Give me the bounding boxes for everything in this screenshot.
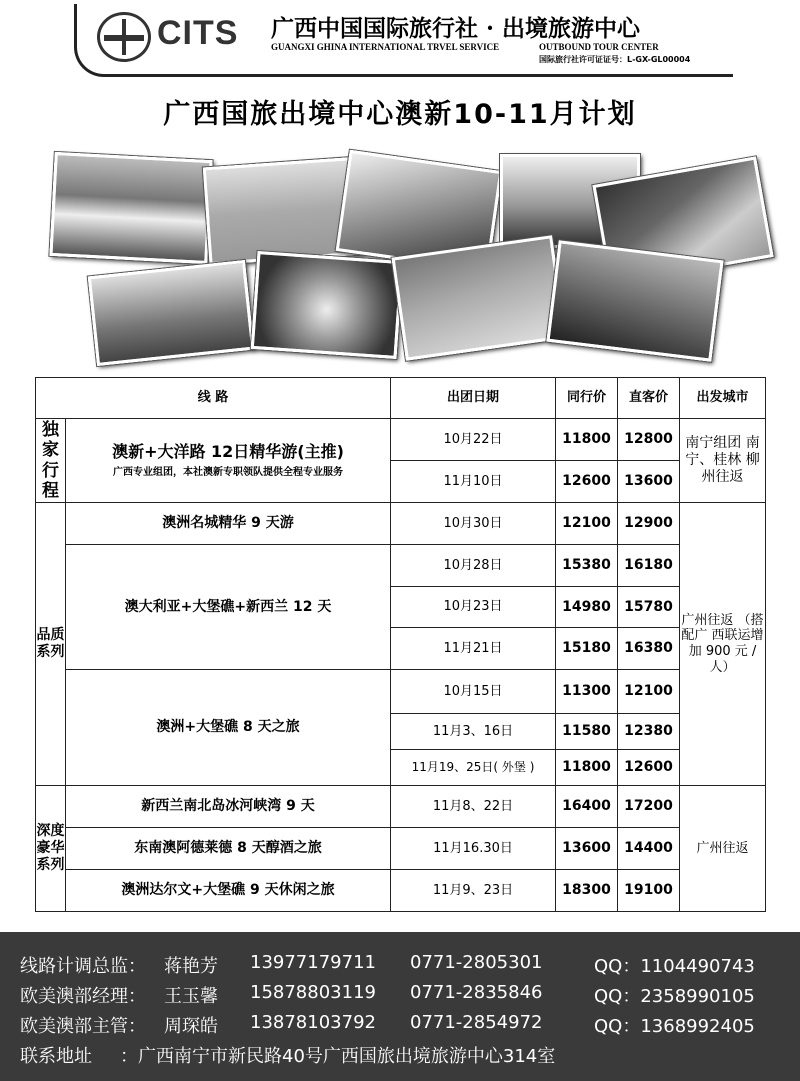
- table-row: [36, 419, 766, 461]
- contact-role: 欧美澳部经理：: [20, 986, 146, 1007]
- date-cell: 11月19、25日( 外堡 ): [391, 750, 556, 786]
- date-cell: 11月8、22日: [391, 786, 556, 828]
- group-label: 独家行程: [36, 419, 66, 503]
- contact-qq: QQ：1368992405: [594, 1016, 755, 1037]
- header-departure-city: 出发城市: [680, 378, 766, 419]
- contact-role: 线路计调总监：: [20, 956, 146, 977]
- table-row: [36, 503, 766, 545]
- contact-mobile: 13878103792: [250, 1012, 376, 1033]
- peer-price-cell: 16400: [556, 786, 618, 828]
- retail-price-cell: 13600: [618, 461, 680, 503]
- contact-phone: 0771-2854972: [410, 1012, 543, 1033]
- contact-phone: 0771-2805301: [410, 952, 543, 973]
- peer-price-cell: 14980: [556, 587, 618, 628]
- peer-price-cell: 18300: [556, 870, 618, 912]
- address-value: ：广西南宁市新民路40号广西国旅出境旅游中心314室: [120, 1046, 556, 1067]
- departure-city-cell: 广州往返: [680, 786, 766, 912]
- photo-coast-cliffs: [88, 260, 255, 366]
- date-cell: 11月10日: [391, 461, 556, 503]
- company-name-en: GUANGXI GHINA INTERNATIONAL TRVEL SERVICE: [271, 42, 500, 52]
- retail-price-cell: 12380: [618, 714, 680, 750]
- retail-price-cell: 17200: [618, 786, 680, 828]
- peer-price-cell: 15180: [556, 628, 618, 670]
- retail-price-cell: 19100: [618, 870, 680, 912]
- table-row: [36, 786, 766, 828]
- contact-name: 周琛皓: [164, 1016, 218, 1037]
- contact-footer: [0, 932, 800, 1081]
- table-row: [36, 870, 766, 912]
- photo-dolphins: [392, 235, 567, 361]
- date-cell: 11月3、16日: [391, 714, 556, 750]
- date-cell: 10月30日: [391, 503, 556, 545]
- retail-price-cell: 15780: [618, 587, 680, 628]
- header-route: 线 路: [36, 378, 391, 419]
- contact-qq: QQ：2358990105: [594, 986, 755, 1007]
- contact-phone: 0771-2835846: [410, 982, 543, 1003]
- page-title: 广西国旅出境中心澳新10-11月计划: [163, 99, 637, 130]
- table-row: [36, 545, 766, 587]
- retail-price-cell: 16180: [618, 545, 680, 587]
- group-label: 深度豪华系列: [36, 786, 66, 912]
- header-retail-price: 直客价: [618, 378, 680, 419]
- route-cell: [66, 419, 391, 503]
- route-name: 澳洲+大堡礁 8 天之旅: [66, 670, 391, 786]
- retail-price-cell: 12600: [618, 750, 680, 786]
- date-cell: 11月16.30日: [391, 828, 556, 870]
- date-cell: 10月15日: [391, 670, 556, 714]
- route-name: 澳大利亚+大堡礁+新西兰 12 天: [66, 545, 391, 670]
- header-banner: [74, 4, 733, 77]
- peer-price-cell: 12600: [556, 461, 618, 503]
- header-peer-price: 同行价: [556, 378, 618, 419]
- contact-name: 蒋艳芳: [164, 956, 218, 977]
- table-row: [36, 670, 766, 714]
- contact-name: 王玉馨: [164, 986, 218, 1007]
- header-date: 出团日期: [391, 378, 556, 419]
- date-cell: 11月9、23日: [391, 870, 556, 912]
- address-label: 联系地址: [20, 1046, 92, 1067]
- group-label: 品质系列: [36, 503, 66, 786]
- departure-city-cell: 南宁组团 南宁、桂林 柳州往返: [680, 419, 766, 503]
- date-cell: 10月23日: [391, 587, 556, 628]
- photo-great-barrier-reef: [546, 240, 723, 361]
- route-name: 澳洲名城精华 9 天游: [66, 503, 391, 545]
- route-note: 广西专业组团，本社澳新专职领队提供全程专业服务: [113, 467, 343, 479]
- photo-clownfish-anemone: [251, 251, 403, 359]
- globe-logo-icon: [97, 12, 151, 62]
- date-cell: 10月28日: [391, 545, 556, 587]
- peer-price-cell: 15380: [556, 545, 618, 587]
- date-cell: 10月22日: [391, 419, 556, 461]
- date-cell: 11月21日: [391, 628, 556, 670]
- table-header-row: [36, 378, 766, 419]
- retail-price-cell: 12800: [618, 419, 680, 461]
- peer-price-cell: 13600: [556, 828, 618, 870]
- retail-price-cell: 14400: [618, 828, 680, 870]
- departure-city-cell: 广州往返 （搭配广 西联运增 加 900 元 /人）: [680, 503, 766, 786]
- table-row: [36, 828, 766, 870]
- logo-text: CITS: [157, 14, 239, 52]
- peer-price-cell: 11580: [556, 714, 618, 750]
- retail-price-cell: 12900: [618, 503, 680, 545]
- retail-price-cell: 12100: [618, 670, 680, 714]
- peer-price-cell: 11800: [556, 750, 618, 786]
- retail-price-cell: 16380: [618, 628, 680, 670]
- license-number: 国际旅行社许可证证号：L-GX-GL00004: [539, 55, 691, 64]
- peer-price-cell: 11300: [556, 670, 618, 714]
- itinerary-table: [35, 377, 766, 912]
- route-name: 澳新+大洋路 12日精华游(主推): [112, 441, 344, 461]
- contact-role: 欧美澳部主管：: [20, 1016, 146, 1037]
- route-name: 东南澳阿德莱德 8 天醇酒之旅: [66, 828, 391, 870]
- photo-sydney-opera-house: [49, 152, 212, 264]
- route-name: 新西兰南北岛冰河峡湾 9 天: [66, 786, 391, 828]
- contact-mobile: 13977179711: [250, 952, 376, 973]
- route-name: 澳洲达尔文+大堡礁 9 天休闲之旅: [66, 870, 391, 912]
- company-name-cn: 广西中国国际旅行社 · 出境旅游中心: [271, 15, 641, 42]
- contact-mobile: 15878803119: [250, 982, 376, 1003]
- peer-price-cell: 12100: [556, 503, 618, 545]
- contact-qq: QQ：1104490743: [594, 956, 755, 977]
- peer-price-cell: 11800: [556, 419, 618, 461]
- center-name-en: OUTBOUND TOUR CENTER: [539, 42, 659, 52]
